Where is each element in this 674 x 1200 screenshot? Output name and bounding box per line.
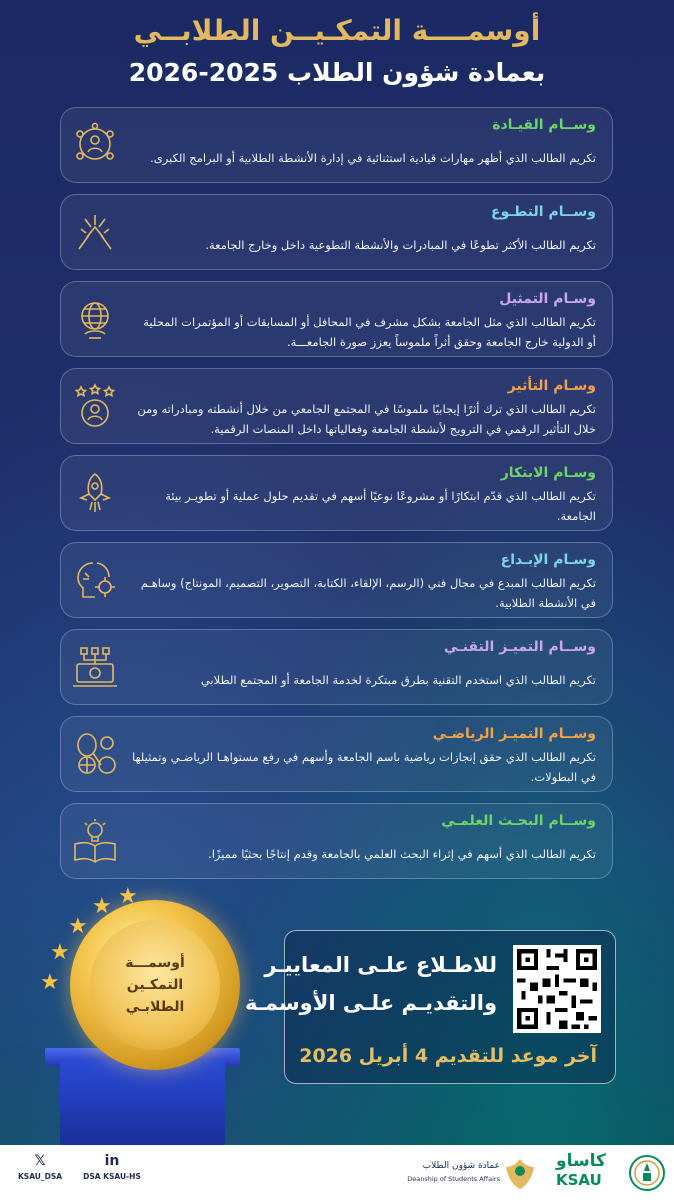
- award-card-influence: [60, 368, 613, 444]
- award-title: وســام التميـز التقنـي: [443, 639, 596, 655]
- ksau-logo: [546, 1151, 671, 1195]
- medal-line2: التمكـين: [126, 977, 184, 993]
- star-icon: ★: [92, 894, 112, 919]
- cta-line-criteria: للاطـلاع علـى المعاييـر: [264, 953, 497, 977]
- qr-code[interactable]: [513, 945, 601, 1033]
- page-subtitle: بعمادة شؤون الطلاب 2025-2026: [128, 58, 546, 87]
- medal-illustration: [30, 880, 270, 1150]
- award-title: وســام القيـادة: [492, 117, 596, 133]
- award-title: وسـام التأثير: [507, 378, 596, 394]
- awards-list: [60, 107, 613, 890]
- linkedin-account[interactable]: [82, 1153, 142, 1181]
- research-icon: [71, 818, 119, 864]
- award-card-leadership: [60, 107, 613, 183]
- award-description: تكريم الطالب الذي استخدم التقنية بطرق مبتكرة لخدمة الجامعة أو المجتمع الطلابي: [200, 673, 596, 687]
- award-card-innovation: [60, 455, 613, 531]
- star-icon: ★: [40, 970, 60, 995]
- gold-medal: [70, 900, 240, 1070]
- footer: [0, 1145, 674, 1200]
- award-title: وسـام الإبـداع: [500, 552, 596, 568]
- award-description: تكريم الطالب المبدع في مجال فني (الرسم، الإلقاء، الكتابة، التصوير، التصميم، المونتاج) وساهـم في الأنشطة الطلابية.: [140, 576, 596, 610]
- award-description: تكريم الطالب الذي مثل الجامعة بشكل مشرف في المحافل أو المسابقات أو المؤتمرات المحلية أو الدولية خارج الجامعة وحقق أثراً ملموساً يعزز صورة الجامعـــة.: [143, 315, 596, 349]
- ksau-name-en: KSAU: [556, 1171, 602, 1189]
- ksau-seal-icon: [628, 1153, 666, 1193]
- leadership-icon: [71, 122, 119, 168]
- volunteer-icon: [71, 209, 119, 255]
- x-icon: 𝕏: [34, 1153, 46, 1169]
- cta-line-apply: والتقديـم علـى الأوسمـة: [245, 991, 497, 1015]
- creativity-icon: [71, 557, 119, 603]
- award-card-volunteer: [60, 194, 613, 270]
- star-icon: ★: [118, 884, 138, 909]
- medal-line1: أوسمـــة: [125, 955, 185, 971]
- award-description: تكريم الطالب الذي حقق إنجازات رياضية باسم الجامعة وأسهم في رفع مستواهـا الرياضـي وتمثيلها في البطولات.: [132, 750, 596, 784]
- award-card-research: [60, 803, 613, 879]
- pedestal: [60, 1060, 225, 1145]
- linkedin-icon: in: [104, 1153, 120, 1169]
- award-description: تكريم الطالب الذي أظهر مهارات قيادية استثنائية في إدارة الأنشطة الطلابية أو البرامج الكبرى.: [150, 151, 596, 165]
- globe-icon: [71, 296, 119, 342]
- award-description: تكريم الطالب الذي أسهم في إثراء البحث العلمي بالجامعة وقدم إنتاجًا بحثيًا مميزًا.: [208, 847, 596, 861]
- dsa-emblem-icon: [504, 1157, 536, 1191]
- medal-line3: الطلابـي: [125, 999, 185, 1015]
- innovation-icon: [71, 470, 119, 516]
- linkedin-handle: DSA KSAU-HS: [83, 1172, 141, 1181]
- award-card-sports: [60, 716, 613, 792]
- award-title: وسـام الابتكار: [500, 465, 596, 481]
- dsa-name-en: Deanship of Students Affairs: [407, 1175, 500, 1183]
- medal-text: [90, 920, 220, 1050]
- award-card-representation: [60, 281, 613, 357]
- award-description: تكريم الطالب الذي قدّم ابتكارًا أو مشروعًا نوعيًا أسهم في تقديم حلول عملية أو تطويـر بيئة الجامعة.: [165, 489, 596, 523]
- award-description: تكريم الطالب الذي ترك أثرًا إيجابيًا ملموسًا في المجتمع الجامعي من خلال أنشطته ومبادراته ومن خلال التأثير الرقمي في الترويج لأنشطة الجامعة وفعالياتها داخل المنصات الرقمية.: [137, 402, 596, 436]
- award-card-creativity: [60, 542, 613, 618]
- award-description: تكريم الطالب الأكثر تطوعًا في المبادرات والأنشطة التطوعية داخل وخارج الجامعة.: [205, 238, 596, 252]
- influence-icon: [71, 383, 119, 429]
- x-handle: KSAU_DSA: [18, 1172, 63, 1181]
- page-title: أوسمــــة التمكـيــن الطلابــي: [133, 14, 541, 47]
- apply-box: [245, 930, 616, 1084]
- award-title: وســام البحـث العلمـي: [441, 813, 596, 829]
- deadline-text: آخر موعد للتقديم 4 أبريل 2026: [299, 1045, 597, 1067]
- award-title: وسـام التمثيل: [499, 291, 596, 307]
- dsa-logo: [407, 1153, 540, 1193]
- ksau-name-ar: كاساو: [556, 1151, 606, 1171]
- tech-icon: [71, 644, 119, 690]
- award-card-tech: [60, 629, 613, 705]
- x-account[interactable]: [18, 1153, 62, 1181]
- award-title: وســام التميـز الرياضـي: [432, 726, 596, 742]
- dsa-name-ar: عمادة شؤون الطلاب: [422, 1161, 500, 1171]
- star-icon: ★: [50, 940, 70, 965]
- sports-icon: [71, 731, 119, 777]
- award-title: وســام التطـوع: [491, 204, 596, 220]
- star-icon: ★: [68, 914, 88, 939]
